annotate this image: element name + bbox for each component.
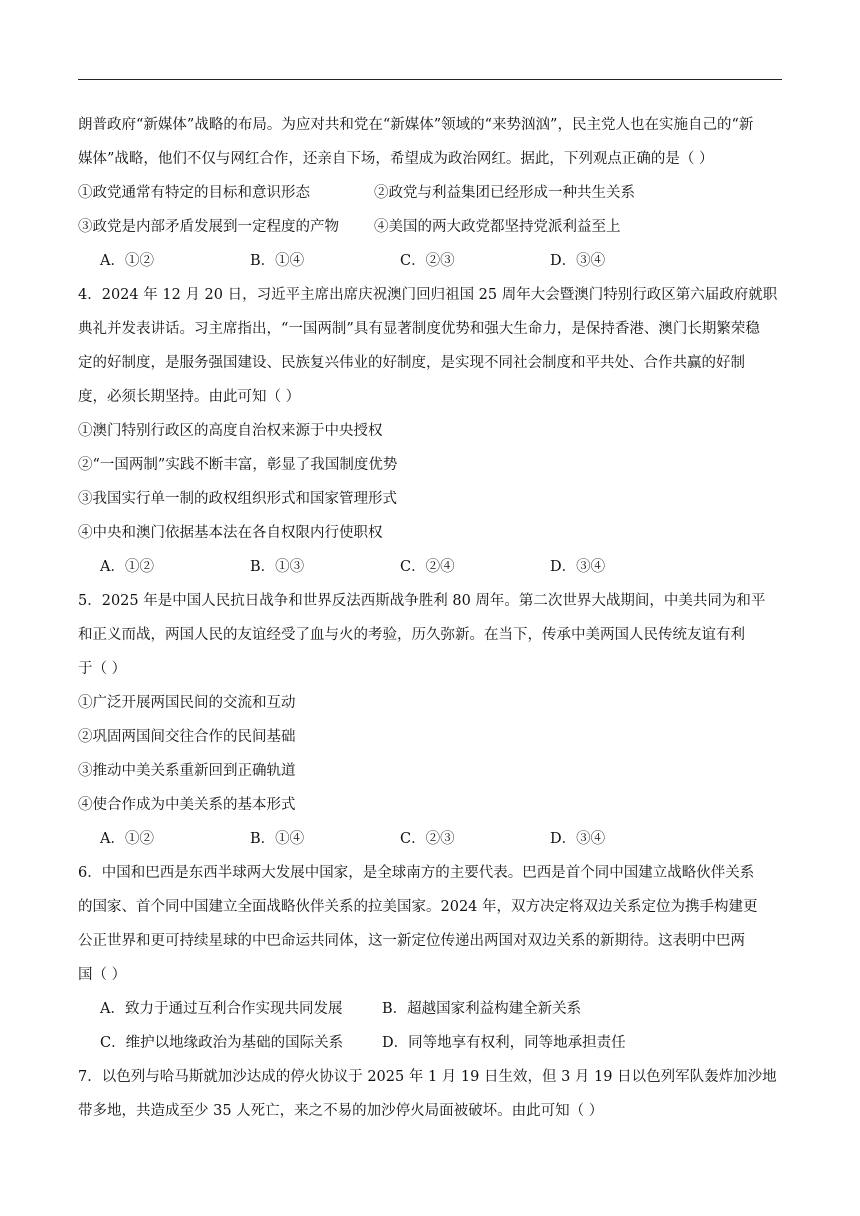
question-stem-line: 度，必须长期坚持。由此可知（ ） xyxy=(78,389,301,405)
question-stem-line: 和正义而战，两国人民的友谊经受了血与火的考验，历久弥新。在当下，传承中美两国人民传统友谊有利 xyxy=(78,627,745,643)
exam-page xyxy=(78,108,782,1128)
answer-options xyxy=(78,822,782,856)
option-c[interactable]: C．②③ xyxy=(400,253,455,269)
statement-2: ②巩固两国间交往合作的民间基础 xyxy=(78,729,296,745)
option-d[interactable]: D．同等地享有权利，同等地承担责任 xyxy=(382,1035,626,1051)
question-stem-line: 公正世界和更可持续星球的中巴命运共同体，这一新定位传递出两国对双边关系的新期待。这表明中巴两 xyxy=(78,933,745,949)
option-d[interactable]: D．③④ xyxy=(550,831,606,847)
statement-1: ①政党通常有特定的目标和意识形态 xyxy=(78,185,310,201)
question-stem-line: 5．2025 年是中国人民抗日战争和世界反法西斯战争胜利 80 周年。第二次世界大战期间，中美共同为和平 xyxy=(78,593,766,609)
option-b[interactable]: B．①④ xyxy=(250,253,305,269)
option-d[interactable]: D．③④ xyxy=(550,559,606,575)
statement-1: ①广泛开展两国民间的交流和互动 xyxy=(78,695,296,711)
question-stem-line: 7．以色列与哈马斯就加沙达成的停火协议于 2025 年 1 月 19 日生效，但 3 月 19 日以色列军队轰炸加沙地 xyxy=(78,1069,777,1085)
option-a[interactable]: A．致力于通过互利合作实现共同发展 xyxy=(100,1001,343,1017)
question-stem-line: 的国家、首个同中国建立全面战略伙伴关系的拉美国家。2024 年，双方决定将双边关系定位为携手构建更 xyxy=(78,899,758,915)
statement-3: ③推动中美关系重新回到正确轨道 xyxy=(78,763,296,779)
question-stem-line: 典礼并发表讲话。习主席指出，“一国两制”具有显著制度优势和强大生命力，是保持香港、澳门长期繁荣稳 xyxy=(78,321,760,337)
question-stem-line: 国（ ） xyxy=(78,967,127,983)
option-d[interactable]: D．③④ xyxy=(550,253,606,269)
option-c[interactable]: C．②④ xyxy=(400,559,455,575)
question-stem-line: 4．2024 年 12 月 20 日，习近平主席出席庆祝澳门回归祖国 25 周年大会暨澳门特别行政区第六届政府就职 xyxy=(78,287,778,303)
question-7 xyxy=(78,1060,782,1128)
question-stem-line: 朗普政府“新媒体”战略的布局。为应对共和党在“新媒体”领域的“来势汹汹”，民主党人也在实施自己的“新 xyxy=(78,117,754,133)
statement-row xyxy=(78,176,782,210)
option-a[interactable]: A．①② xyxy=(100,559,154,575)
question-stem-line: 6．中国和巴西是东西半球两大发展中国家，是全球南方的主要代表。巴西是首个同中国建立战略伙伴关系 xyxy=(78,865,755,881)
question-4 xyxy=(78,278,782,584)
answer-options xyxy=(78,244,782,278)
option-b[interactable]: B．①③ xyxy=(250,559,305,575)
statement-4: ④中央和澳门依据基本法在各自权限内行使职权 xyxy=(78,525,383,541)
statement-2: ②“一国两制”实践不断丰富，彰显了我国制度优势 xyxy=(78,457,398,473)
question-stem-line: 媒体”战略，他们不仅与网红合作，还亲自下场，希望成为政治网红。据此，下列观点正确的是（ ） xyxy=(78,151,714,167)
statement-3: ③我国实行单一制的政权组织形式和国家管理形式 xyxy=(78,491,397,507)
question-5 xyxy=(78,584,782,856)
question-6 xyxy=(78,856,782,1060)
option-a[interactable]: A．①② xyxy=(100,831,154,847)
option-b[interactable]: B．①④ xyxy=(250,831,305,847)
option-b[interactable]: B．超越国家利益构建全新关系 xyxy=(382,1001,582,1017)
answer-options-row xyxy=(78,992,782,1026)
option-c[interactable]: C．维护以地缘政治为基础的国际关系 xyxy=(100,1035,344,1051)
option-c[interactable]: C．②③ xyxy=(400,831,455,847)
statement-row xyxy=(78,210,782,244)
answer-options xyxy=(78,550,782,584)
statement-2: ②政党与利益集团已经形成一种共生关系 xyxy=(374,185,635,201)
statement-1: ①澳门特别行政区的高度自治权来源于中央授权 xyxy=(78,423,383,439)
option-a[interactable]: A．①② xyxy=(100,253,154,269)
statement-4: ④使合作成为中美关系的基本形式 xyxy=(78,797,296,813)
question-stem-line: 带多地，共造成至少 35 人死亡，来之不易的加沙停火局面被破坏。由此可知（ ） xyxy=(78,1103,604,1119)
question-stem-line: 于（ ） xyxy=(78,661,127,677)
question-stem-line: 定的好制度，是服务强国建设、民族复兴伟业的好制度，是实现不同社会制度和平共处、合作共赢的好制 xyxy=(78,355,745,371)
header-rule xyxy=(78,79,782,80)
answer-options-row xyxy=(78,1026,782,1060)
question-3 xyxy=(78,108,782,278)
statement-3: ③政党是内部矛盾发展到一定程度的产物 xyxy=(78,219,339,235)
statement-4: ④美国的两大政党都坚持党派利益至上 xyxy=(374,219,621,235)
